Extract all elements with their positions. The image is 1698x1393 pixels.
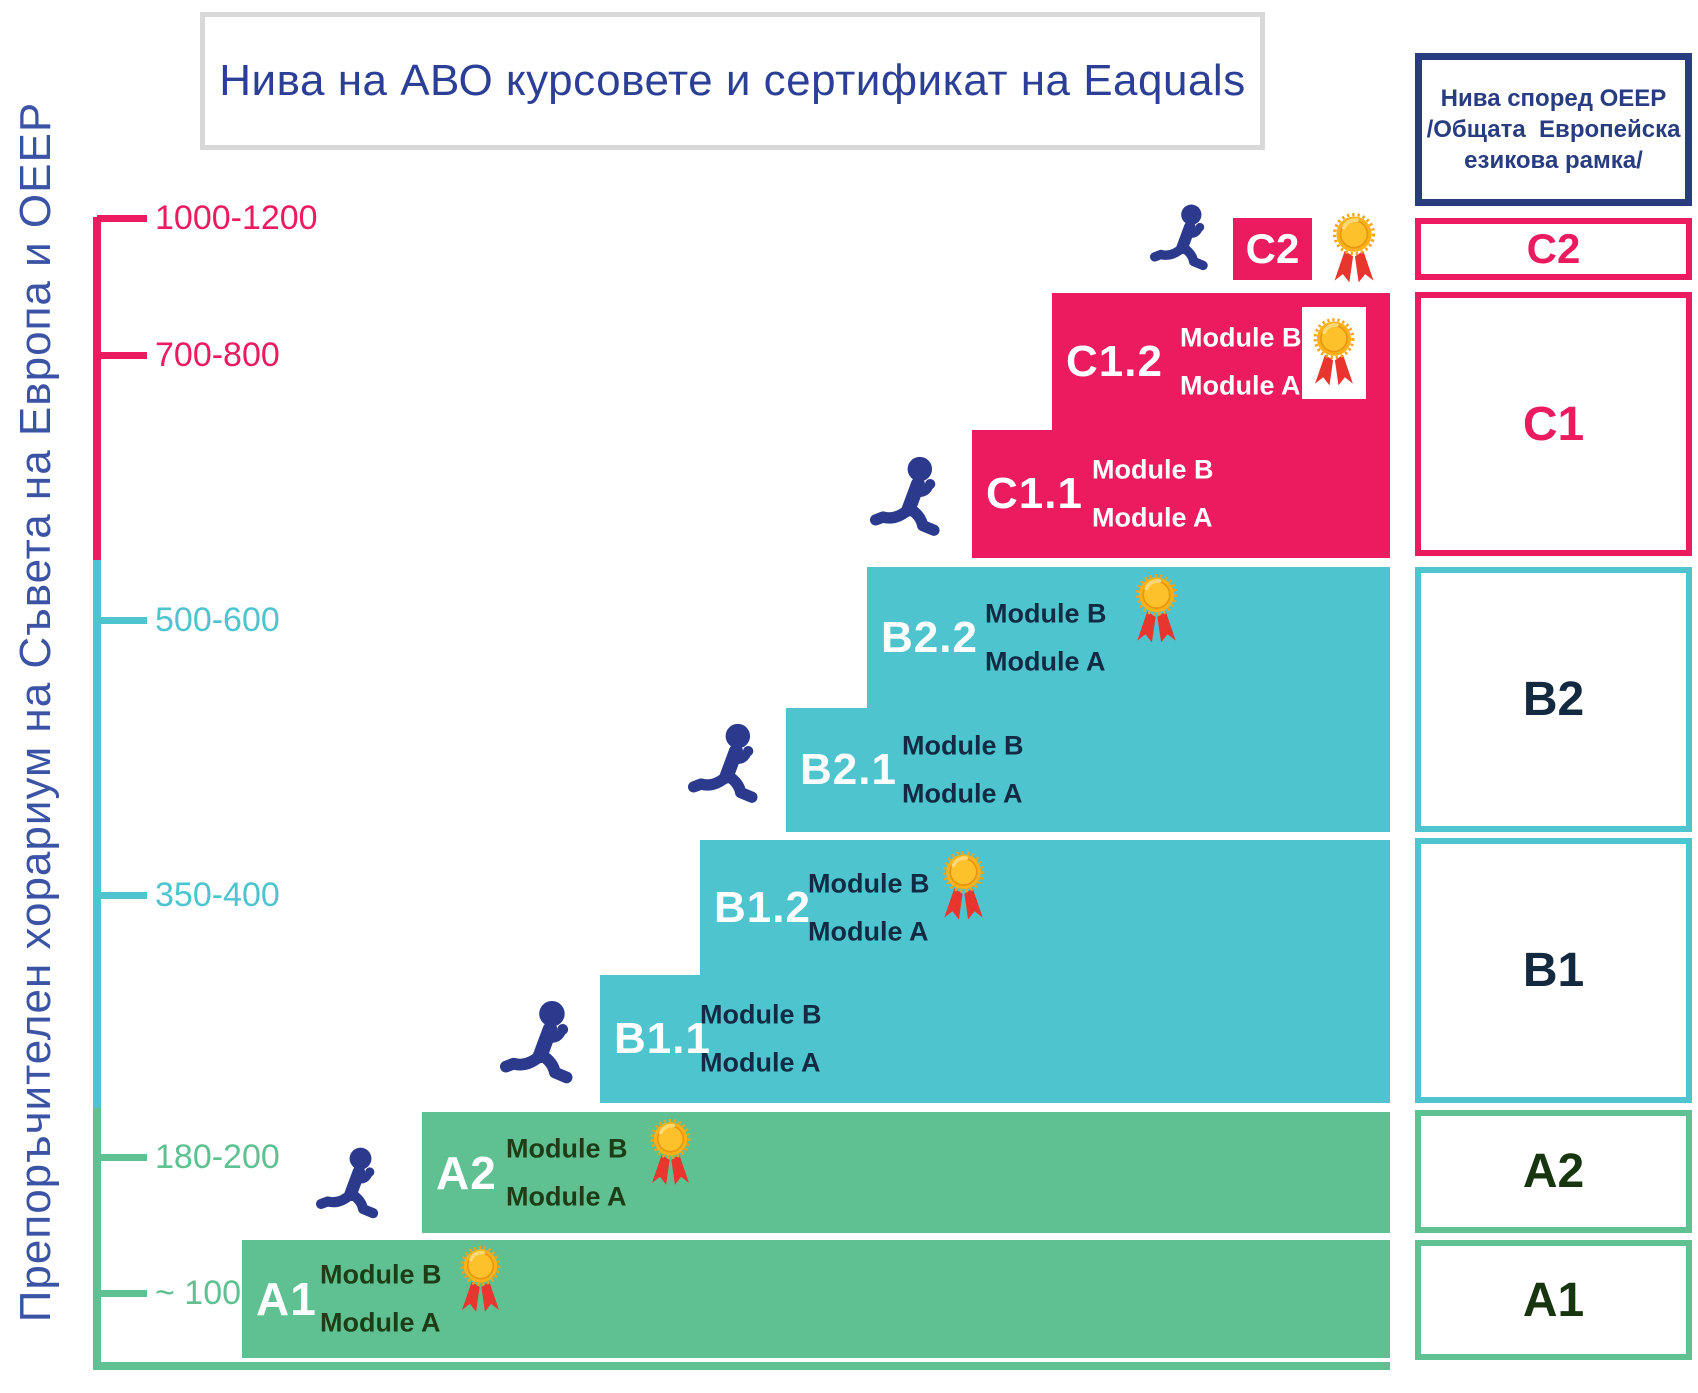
cefr-level-c1 bbox=[1415, 292, 1692, 556]
step-label: B2.2 bbox=[881, 612, 978, 662]
tick-label: ~ 100 bbox=[155, 1273, 242, 1312]
cefr-level-c2 bbox=[1415, 218, 1692, 280]
cefr-level-b2 bbox=[1415, 567, 1692, 832]
step-label: B1.2 bbox=[714, 882, 811, 932]
runner-icon bbox=[688, 718, 782, 820]
cefr-level-a2 bbox=[1415, 1110, 1692, 1233]
cefr-level-label: A1 bbox=[1522, 1273, 1585, 1327]
cefr-level-a1 bbox=[1415, 1240, 1692, 1360]
modules bbox=[902, 731, 1024, 810]
step-label: B1.1 bbox=[614, 1014, 711, 1063]
medal-icon bbox=[644, 1116, 697, 1190]
module-label: Module B bbox=[902, 730, 1024, 761]
module-label: Module B bbox=[506, 1133, 628, 1163]
runner-icon bbox=[500, 996, 598, 1100]
axis-title: Препоръчителен хорариум на Съвета на Европа и ОЕЕР bbox=[11, 101, 60, 1323]
axis-baseline bbox=[93, 1362, 1390, 1370]
modules bbox=[1092, 455, 1214, 534]
tick-mark bbox=[97, 1290, 147, 1297]
axis-line-segment-a bbox=[93, 1108, 101, 1362]
module-label: Module B bbox=[808, 868, 930, 898]
axis-line-segment-c bbox=[93, 217, 101, 560]
tick-label: 1000-1200 bbox=[155, 198, 318, 237]
runner-icon bbox=[870, 452, 964, 552]
medal-icon bbox=[454, 1243, 507, 1317]
module-label: Module A bbox=[1092, 502, 1213, 533]
runner-icon bbox=[1150, 202, 1228, 282]
cefr-panel-header bbox=[1415, 53, 1692, 206]
cefr-level-label: B2 bbox=[1522, 673, 1585, 726]
step-label: C1.1 bbox=[986, 469, 1083, 518]
step-b1-1 bbox=[600, 975, 1390, 1103]
step-label: C1.2 bbox=[1066, 336, 1163, 386]
modules bbox=[700, 1000, 822, 1079]
module-label: Module A bbox=[506, 1181, 627, 1211]
module-label: Module A bbox=[320, 1307, 441, 1338]
step-b2-2 bbox=[867, 567, 1390, 708]
modules bbox=[985, 598, 1107, 677]
step-label: C2 bbox=[1245, 225, 1300, 272]
module-label: Module B bbox=[985, 598, 1107, 628]
module-label: Module A bbox=[808, 916, 929, 946]
step-label: B2.1 bbox=[800, 745, 897, 794]
tick-label: 700-800 bbox=[155, 335, 280, 374]
modules bbox=[1180, 322, 1302, 401]
module-label: Module A bbox=[1180, 370, 1301, 400]
step-b2-1 bbox=[786, 708, 1390, 832]
module-label: Module B bbox=[1092, 454, 1214, 485]
module-label: Module A bbox=[700, 1047, 821, 1078]
tick-label: 500-600 bbox=[155, 600, 280, 639]
medal-box bbox=[1302, 307, 1366, 399]
cefr-header-line: Нива според ОЕЕР bbox=[1440, 84, 1667, 112]
tick-mark bbox=[97, 352, 147, 359]
runner-icon bbox=[314, 1146, 402, 1230]
step-b1-2 bbox=[700, 840, 1390, 975]
title-box bbox=[200, 12, 1265, 150]
medal-icon bbox=[936, 848, 991, 925]
modules bbox=[320, 1260, 442, 1339]
page-title: Нива на АВО курсовете и сертификат на Eaquals bbox=[219, 56, 1246, 105]
axis-line-segment-b bbox=[93, 560, 101, 1108]
modules bbox=[506, 1133, 628, 1212]
tick-mark bbox=[97, 892, 147, 899]
step-a1 bbox=[242, 1240, 1390, 1358]
cefr-level-label: C1 bbox=[1522, 397, 1585, 451]
medal-icon bbox=[1307, 315, 1361, 391]
module-label: Module B bbox=[700, 999, 822, 1030]
cefr-header-line: езикова рамка/ bbox=[1464, 147, 1643, 175]
module-label: Module B bbox=[1180, 322, 1302, 352]
module-label: Module A bbox=[985, 646, 1106, 676]
tick-mark bbox=[97, 215, 147, 222]
medal-icon bbox=[1129, 571, 1184, 648]
tick-mark bbox=[97, 617, 147, 624]
tick-label: 180-200 bbox=[155, 1137, 280, 1176]
step-c2 bbox=[1233, 218, 1312, 280]
step-a2 bbox=[422, 1112, 1390, 1233]
tick-mark bbox=[97, 1154, 147, 1161]
cefr-level-label: B1 bbox=[1522, 944, 1585, 997]
tick-label: 350-400 bbox=[155, 875, 280, 914]
cefr-header-line: /Общата Европейска bbox=[1426, 115, 1681, 143]
step-label: A2 bbox=[436, 1146, 497, 1199]
modules bbox=[808, 868, 930, 947]
cefr-level-b1 bbox=[1415, 838, 1692, 1103]
cefr-level-label: A2 bbox=[1522, 1145, 1585, 1198]
module-label: Module B bbox=[320, 1259, 442, 1290]
medal-icon bbox=[1326, 210, 1382, 288]
cefr-level-label: C2 bbox=[1526, 225, 1581, 272]
module-label: Module A bbox=[902, 778, 1023, 809]
step-c1-2 bbox=[1052, 293, 1390, 430]
step-label: A1 bbox=[256, 1273, 317, 1325]
step-c1-1 bbox=[972, 430, 1390, 558]
